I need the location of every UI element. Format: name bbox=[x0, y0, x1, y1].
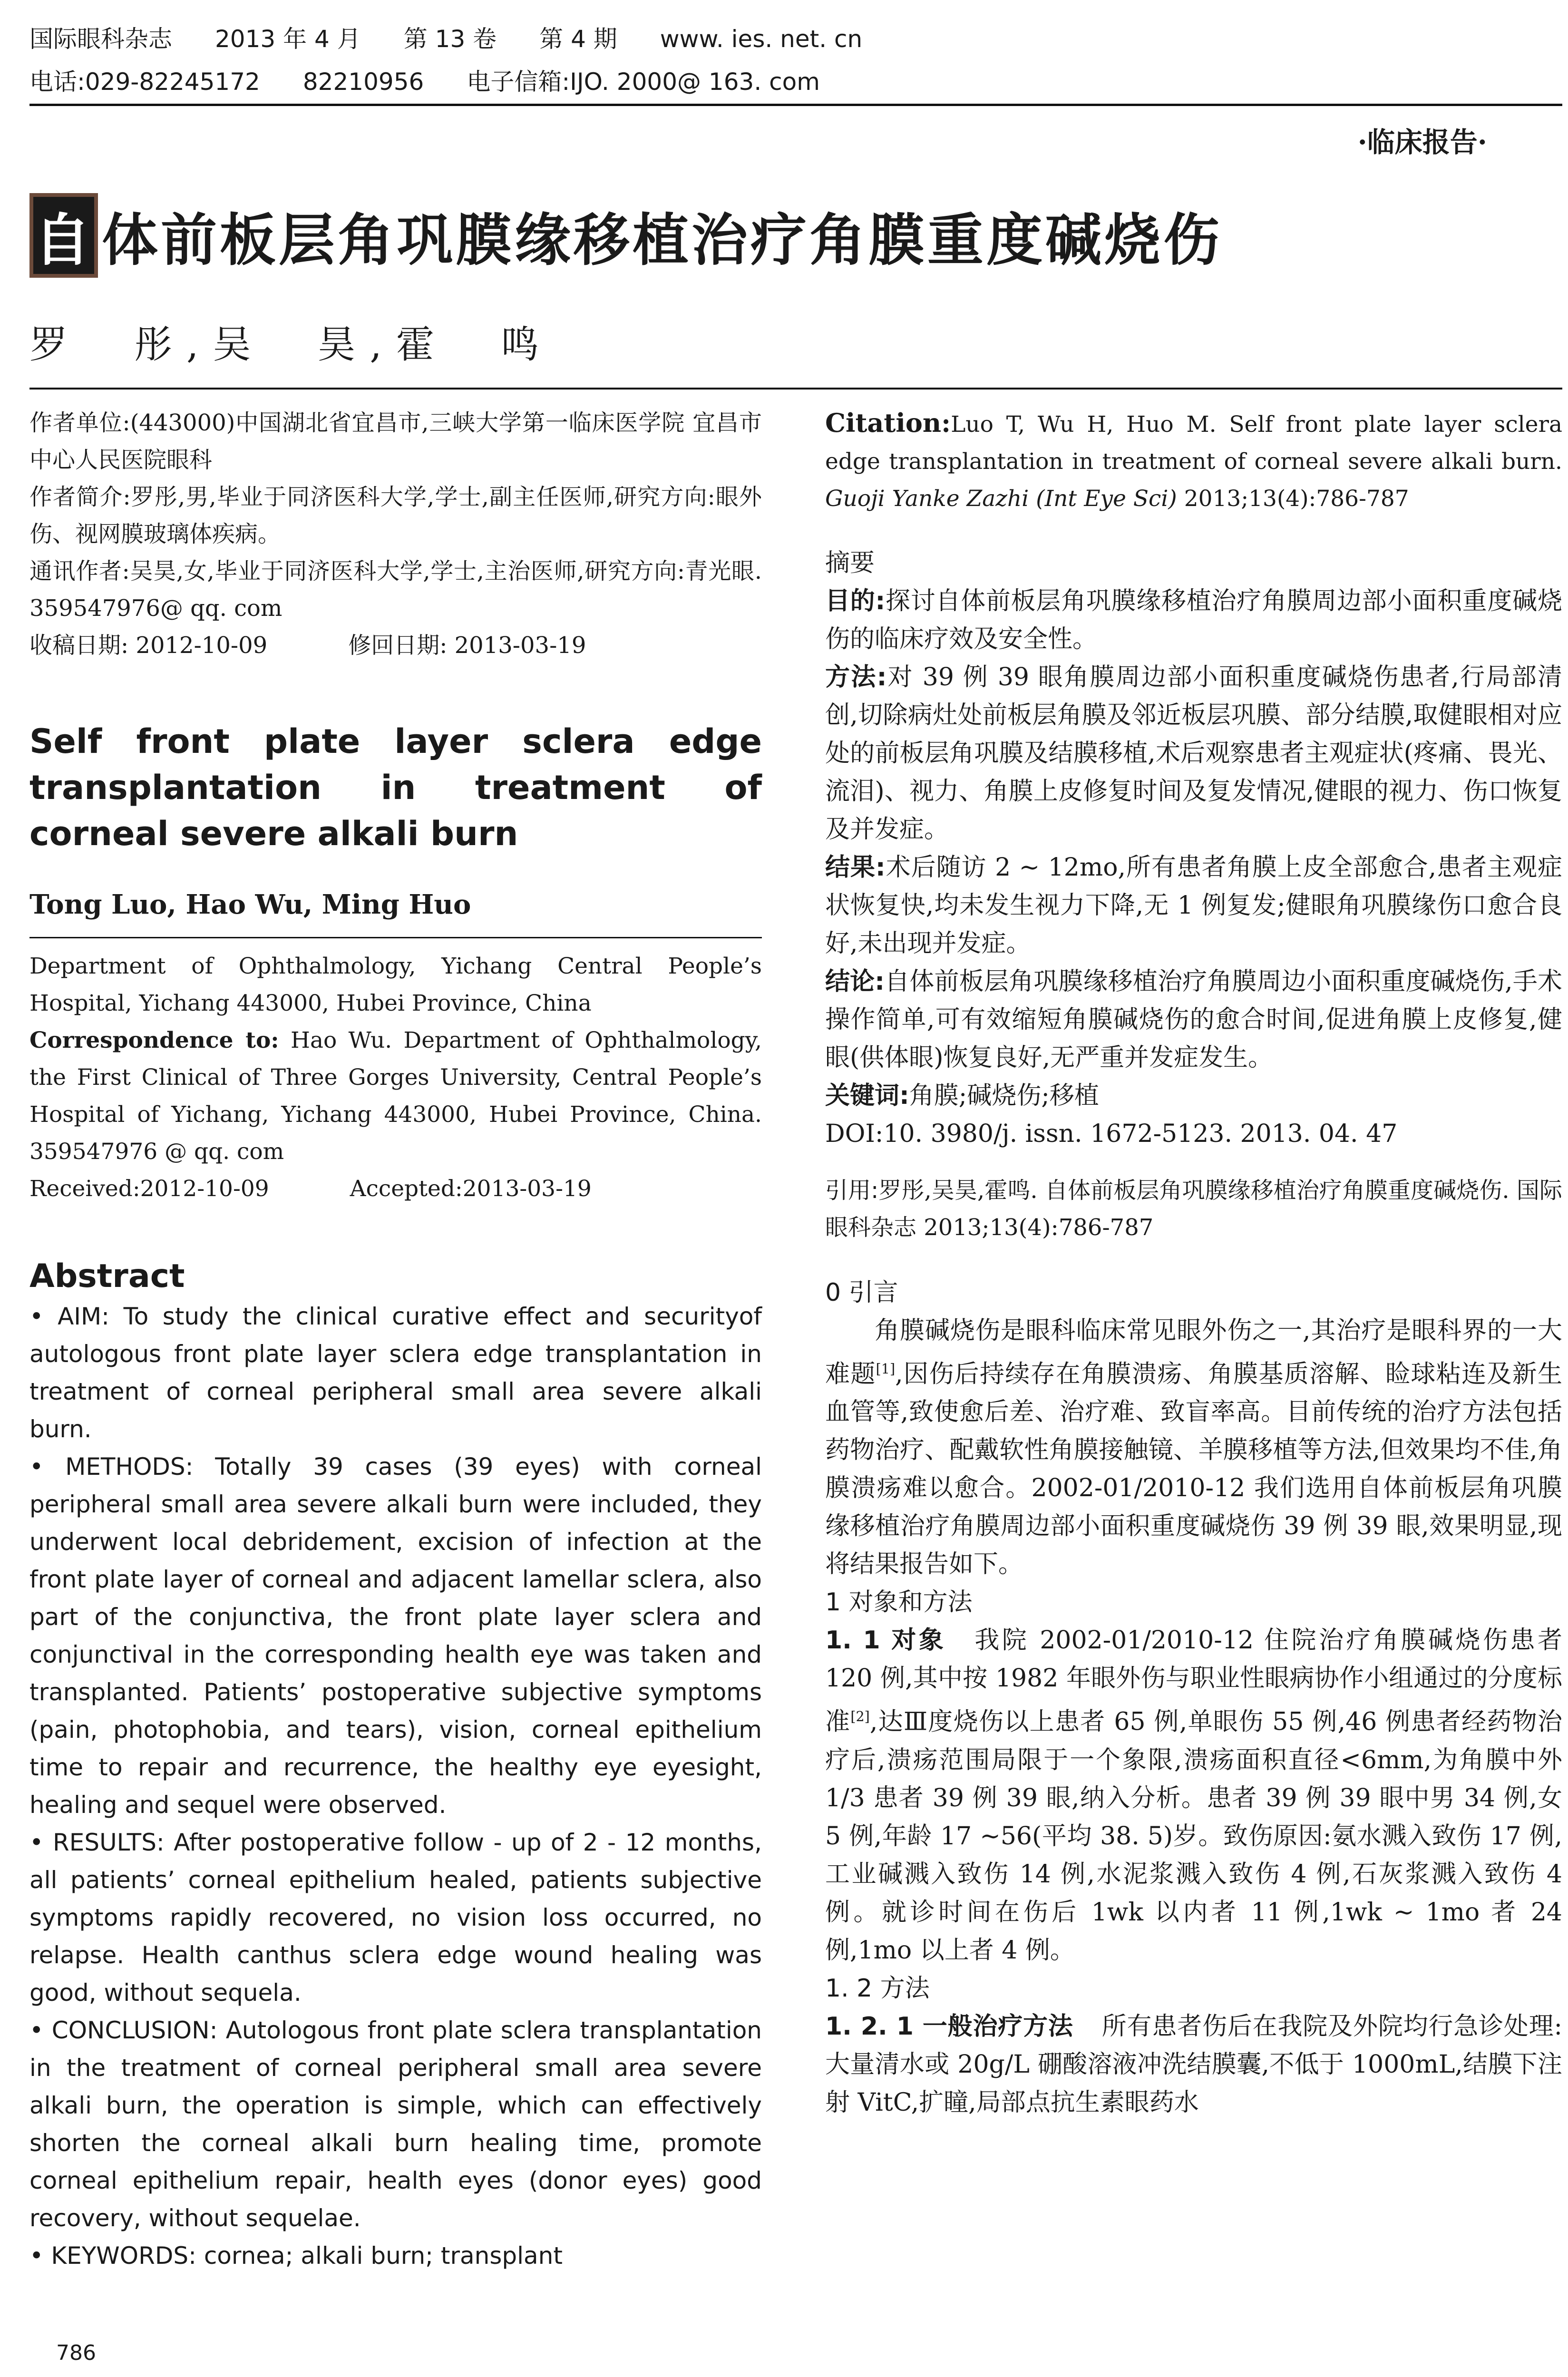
citation-text: Luo T, Wu H, Huo M. Self front plate layer sclera edge transplantation in treatment of corneal severe alkali burn. bbox=[825, 411, 1562, 475]
results-label: 结果: bbox=[825, 853, 886, 882]
section-1-1-label: 1. 1 对象 bbox=[825, 1626, 946, 1655]
revised-cn: 修回日期: 2013-03-19 bbox=[348, 632, 586, 659]
citation-journal: Guoji Yanke Zazhi (Int Eye Sci) bbox=[825, 486, 1177, 512]
keywords-cn bbox=[825, 1077, 1562, 1115]
methods-label: 方法: bbox=[825, 663, 887, 692]
intro-text-a: 角膜碱烧伤是眼科临床常见眼外伤之一,其治疗是眼科界的一大难题 bbox=[825, 1316, 1562, 1389]
section-1-1 bbox=[825, 1621, 1562, 1969]
journal-email[interactable]: 电子信箱:IJO. 2000@ 163. com bbox=[467, 68, 820, 96]
ref-1[interactable]: [1] bbox=[876, 1361, 896, 1377]
purpose bbox=[825, 582, 1562, 658]
issue-date: 2013 年 4 月 bbox=[215, 25, 361, 53]
cite-text: 罗彤,吴昊,霍鸣. 自体前板层角巩膜缘移植治疗角膜重度碱烧伤. 国际眼科杂志 2013;13(4):786-787 bbox=[825, 1177, 1562, 1241]
volume: 第 13 卷 bbox=[403, 25, 497, 53]
doi[interactable]: DOI:10. 3980/j. issn. 1672-5123. 2013. 04. 47 bbox=[825, 1120, 1398, 1148]
article-title bbox=[29, 195, 1222, 276]
en-correspondence bbox=[29, 1022, 762, 1170]
abstract-keywords: • KEYWORDS: cornea; alkali burn; transplant bbox=[29, 2242, 563, 2270]
section-tag: ·临床报告· bbox=[1357, 126, 1487, 158]
keywords-label: 关键词: bbox=[825, 1081, 909, 1110]
en-accepted: Accepted:2013-03-19 bbox=[350, 1176, 592, 1202]
journal-website[interactable]: www. ies. net. cn bbox=[660, 25, 863, 53]
abstract-conclusion: • CONCLUSION: Autologous front plate sclera transplantation in the treatment of corneal peripheral small area severe alkali burn, the operation is simple, which can effectively shorten the corneal alkali burn healing time, promote corneal epithelium repair, health eyes (donor eyes) good recovery, without sequelae. bbox=[29, 2017, 762, 2232]
en-corr-label: Correspondence to: bbox=[29, 1027, 279, 1053]
results-text: 术后随访 2 ~ 12mo,所有患者角膜上皮全部愈合,患者主观症状恢复快,均未发生视力下降,无 1 例复发;健眼角巩膜缘伤口愈合良好,未出现并发症。 bbox=[825, 853, 1562, 958]
en-corr-text: Hao Wu. Department of Ophthalmology, the First Clinical of Three Gorges University, Central People’s Hospital of Yichang, Yichang 443000, Hubei Province, China. 359547976 @ qq. com bbox=[29, 1027, 762, 1165]
abstract-results: • RESULTS: After postoperative follow - up of 2 - 12 months, all patients’ corneal epithelium healed, patients subjective symptoms rapidly recovered, no vision loss occurred, no relapse. Health canthus sclera edge wound healing was good, without sequela. bbox=[29, 1829, 762, 2007]
dates-cn bbox=[29, 627, 762, 664]
journal-header-line2 bbox=[29, 67, 863, 97]
purpose-label: 目的: bbox=[825, 587, 886, 615]
cite-cn bbox=[825, 1172, 1562, 1246]
journal-header-line1 bbox=[29, 24, 905, 54]
title-text: 体前板层角巩膜缘移植治疗角膜重度碱烧伤 bbox=[102, 207, 1223, 273]
english-authors: Tong Luo, Hao Wu, Ming Huo bbox=[29, 889, 471, 920]
left-column bbox=[29, 404, 762, 2275]
citation-tail: 2013;13(4):786-787 bbox=[1184, 486, 1409, 512]
journal-phone: 电话:029-82245172 bbox=[29, 68, 260, 96]
english-title: Self front plate layer sclera edge transplantation in treatment of corneal severe alkali burn bbox=[29, 722, 762, 853]
citation bbox=[825, 404, 1562, 517]
received-cn: 收稿日期: 2012-10-09 bbox=[29, 632, 268, 659]
abstract-cn-heading: 摘要 bbox=[825, 549, 875, 577]
affiliation: 作者单位:(443000)中国湖北省宜昌市,三峡大学第一临床医学院 宜昌市中心人民医院眼科 bbox=[29, 409, 762, 473]
journal-phone2: 82210956 bbox=[302, 68, 424, 96]
header-rule bbox=[29, 104, 1562, 106]
title-initial: 自 bbox=[29, 193, 98, 278]
section-1-1-text-a: 我院 2002-01/2010-12 住院治疗角膜碱烧伤患者 120 例,其中按 1982 年眼外伤与职业性眼病协作小组通过的分度标准 bbox=[825, 1626, 1562, 1736]
title-rule bbox=[29, 388, 1562, 390]
section-1-1-text-b: ,达Ⅲ度烧伤以上患者 65 例,单眼伤 55 例,46 例患者经药物治疗后,溃疡范围局限于一个象限,溃疡面积直径<6mm,为角膜中外 1/3 患者 39 例 39 眼,纳入分析。患者 39 例 39 眼中男 34 例,女 5 例,年龄 17 ~56(平均 38. 5)岁。致伤原因:氨水溅入致伤 17 例,工业碱溅入致伤 14 例,水泥浆溅入致伤 4 例,石灰浆溅入致伤 4 例。就诊时间在伤后 1wk 以内者 11 例,1wk ~ 1mo 者 24 例,1mo 以上者 4 例。 bbox=[825, 1707, 1562, 1965]
intro-heading: 0 引言 bbox=[825, 1278, 898, 1307]
corresponding-author: 通讯作者:吴昊,女,毕业于同济医科大学,学士,主治医师,研究方向:青光眼. 359547976@ qq. com bbox=[29, 558, 762, 622]
ref-2[interactable]: [2] bbox=[850, 1708, 870, 1725]
intro-paragraph bbox=[825, 1312, 1562, 1583]
results-cn bbox=[825, 848, 1562, 963]
abstract-methods: • METHODS: Totally 39 cases (39 eyes) with corneal peripheral small area severe alkali burn were included, they underwent local debridement, excision of infection at the front plate layer of corneal and adjacent lamellar sclera, also part of the conjunctiva, the front plate layer sclera and conjunctival in the corresponding health eye was taken and transplanted. Patients’ postoperative subjective symptoms (pain, photophobia, and tears), vision, corneal epithelium time to repair and recurrence, the healthy eye eyesight, healing and sequel were observed. bbox=[29, 1453, 762, 1819]
abstract-aim: • AIM: To study the clinical curative effect and securityof autologous front plate layer sclera edge transplantation in treatment of corneal peripheral small area severe alkali burn. bbox=[29, 1303, 762, 1443]
issue-number: 第 4 期 bbox=[539, 25, 617, 53]
conclusion-text: 自体前板层角巩膜缘移植治疗角膜周边小面积重度碱烧伤,手术操作简单,可有效缩短角膜碱烧伤的愈合时间,促进角膜上皮修复,健眼(供体眼)恢复良好,无严重并发症发生。 bbox=[825, 967, 1563, 1072]
cite-label: 引用: bbox=[825, 1177, 879, 1204]
right-column bbox=[825, 404, 1562, 2122]
methods-cn bbox=[825, 658, 1562, 848]
section-1-2-heading: 1. 2 方法 bbox=[825, 1974, 930, 2003]
purpose-text: 探讨自体前板层角巩膜缘移植治疗角膜周边部小面积重度碱烧伤的临床疗效及安全性。 bbox=[825, 587, 1562, 653]
citation-label: Citation: bbox=[825, 408, 951, 438]
intro-text-b: ,因伤后持续存在角膜溃疡、角膜基质溶解、睑球粘连及新生血管等,致使愈后差、治疗难、致盲率高。目前传统的治疗方法包括药物治疗、配戴软性角膜接触镜、羊膜移植等方法,但效果均不佳,角膜溃疡难以愈合。2002-01/2010-12 我们选用自体前板层角巩膜缘移植治疗角膜周边部小面积重度碱烧伤 39 例 39 眼,效果明显,现将结果报告如下。 bbox=[825, 1360, 1562, 1579]
section-1-2-1-text: 所有患者伤后在我院及外院均行急诊处理:大量清水或 20g/L 硼酸溶液冲洗结膜囊,不低于 1000mL,结膜下注射 VitC,扩瞳,局部点抗生素眼药水 bbox=[825, 2012, 1562, 2117]
journal-name: 国际眼科杂志 bbox=[29, 25, 172, 53]
conclusion-label: 结论: bbox=[825, 967, 885, 996]
section-1-2-1 bbox=[825, 2007, 1562, 2122]
keywords-text: 角膜;碱烧伤;移植 bbox=[909, 1081, 1099, 1110]
en-dates bbox=[29, 1170, 762, 1208]
en-department: Department of Ophthalmology, Yichang Central People’s Hospital, Yichang 443000, Hubei Province, China bbox=[29, 953, 762, 1016]
abstract-heading: Abstract bbox=[29, 1257, 185, 1295]
authors-cn: 罗 彤,吴 昊,霍 鸣 bbox=[29, 322, 553, 367]
section-1-2-1-label: 1. 2. 1 一般治疗方法 bbox=[825, 2012, 1073, 2041]
author-bio: 作者简介:罗彤,男,毕业于同济医科大学,学士,副主任医师,研究方向:眼外伤、视网膜玻璃体疾病。 bbox=[29, 484, 762, 547]
section1-heading: 1 对象和方法 bbox=[825, 1588, 973, 1617]
en-received: Received:2012-10-09 bbox=[29, 1176, 269, 1202]
methods-text: 对 39 例 39 眼角膜周边部小面积重度碱烧伤患者,行局部清创,切除病灶处前板层角膜及邻近板层巩膜、部分结膜,取健眼相对应处的前板层角巩膜及结膜移植,术后观察患者主观症状(疼痛、畏光、流泪)、视力、角膜上皮修复时间及复发情况,健眼的视力、伤口恢复及并发症。 bbox=[825, 663, 1563, 844]
conclusion-cn bbox=[825, 963, 1562, 1077]
page-number: 786 bbox=[56, 2341, 96, 2365]
